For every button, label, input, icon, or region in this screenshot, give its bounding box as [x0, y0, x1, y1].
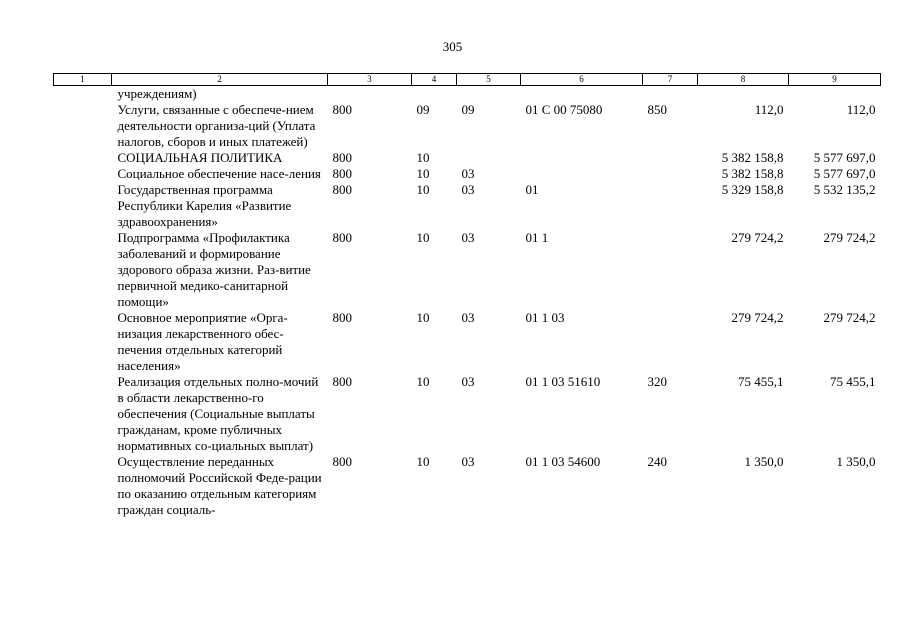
row-name: Основное мероприятие «Орга-низация лекарственного обес-печения отдельных категорий населения»	[117, 310, 288, 373]
column-header: 9	[789, 74, 881, 86]
row-amount-year1: 279 724,2	[731, 310, 784, 325]
budget-table	[53, 73, 881, 518]
column-header: 1	[54, 74, 112, 86]
page-number: 305	[442, 39, 463, 54]
row-target-article	[521, 150, 643, 166]
row-number-cell	[54, 182, 112, 230]
row-amount-year2: 75 455,1	[830, 374, 876, 389]
row-subsection-code: 09	[461, 102, 475, 117]
row-name: Подпрограмма «Профилактика заболеваний и формирование здорового образа жизни. Раз-витие первичной медико-санитарной помощи»	[117, 230, 311, 309]
column-header: 4	[412, 74, 457, 86]
row-amount-year2: 5 577 697,0	[813, 166, 876, 181]
row-amount-year1: 5 382 158,8	[721, 166, 784, 181]
row-target-article: 01 1 03 51610	[525, 374, 601, 389]
row-target-article: 01 1	[525, 230, 549, 245]
row-number-cell	[54, 230, 112, 310]
row-name: Государственная программа Республики Карелия «Развитие здравоохранения»	[117, 182, 292, 229]
row-expense-type	[643, 166, 698, 182]
table-header-row	[54, 74, 881, 86]
row-section-code: 10	[416, 310, 430, 325]
row-expense-type	[643, 182, 698, 230]
row-section-code: 10	[416, 182, 430, 197]
row-section-code: 09	[416, 102, 430, 117]
column-header: 2	[112, 74, 328, 86]
row-amount-year1: 75 455,1	[738, 374, 784, 389]
row-ved-code: 800	[332, 182, 352, 197]
row-target-article	[521, 86, 643, 103]
row-amount-year1: 112,0	[754, 102, 784, 117]
row-amount-year2: 279 724,2	[823, 230, 876, 245]
row-subsection-code: 03	[461, 310, 475, 325]
row-ved-code: 800	[332, 310, 352, 325]
row-number-cell	[54, 454, 112, 518]
column-header: 3	[328, 74, 412, 86]
table-row	[54, 374, 881, 454]
row-subsection-code: 03	[461, 374, 475, 389]
row-name: СОЦИАЛЬНАЯ ПОЛИТИКА	[117, 150, 283, 165]
row-number-cell	[54, 310, 112, 374]
table-row	[54, 102, 881, 150]
row-section-code: 10	[416, 454, 430, 469]
table-row	[54, 182, 881, 230]
row-ved-code: 800	[332, 230, 352, 245]
row-target-article	[521, 166, 643, 182]
row-amount-year2: 1 350,0	[836, 454, 876, 469]
row-name: Социальное обеспечение насе-ления	[117, 166, 321, 181]
row-ved-code: 800	[332, 454, 352, 469]
row-target-article: 01 1 03	[525, 310, 565, 325]
row-amount-year1: 5 382 158,8	[721, 150, 784, 165]
column-header: 7	[643, 74, 698, 86]
table-row	[54, 454, 881, 518]
column-header: 8	[698, 74, 789, 86]
table-row	[54, 230, 881, 310]
row-number-cell	[54, 150, 112, 166]
row-ved-code: 800	[332, 166, 352, 181]
row-amount-year1: 1 350,0	[744, 454, 784, 469]
row-subsection-code: 03	[461, 182, 475, 197]
row-target-article: 01 С 00 75080	[525, 102, 603, 117]
row-section-code: 10	[416, 150, 430, 165]
row-amount-year1	[698, 86, 789, 103]
row-amount-year2: 5 532 135,2	[813, 182, 876, 197]
row-ved-code: 800	[332, 374, 352, 389]
row-expense-type: 240	[647, 454, 667, 469]
row-subsection-code	[457, 86, 521, 103]
column-header: 6	[521, 74, 643, 86]
row-amount-year2	[789, 86, 881, 103]
table-row	[54, 86, 881, 103]
row-name: Услуги, связанные с обеспече-нием деятельности организа-ций (Уплата налогов, сборов и иных платежей)	[117, 102, 316, 149]
row-expense-type: 320	[647, 374, 667, 389]
row-expense-type: 850	[647, 102, 667, 117]
row-ved-code	[328, 86, 412, 103]
row-amount-year1: 5 329 158,8	[721, 182, 784, 197]
row-subsection-code: 03	[461, 166, 475, 181]
row-expense-type	[643, 310, 698, 374]
row-number-cell	[54, 166, 112, 182]
row-target-article: 01 1 03 54600	[525, 454, 601, 469]
table-body	[54, 86, 881, 519]
column-header: 5	[457, 74, 521, 86]
row-section-code: 10	[416, 230, 430, 245]
row-target-article: 01	[525, 182, 539, 197]
row-name: учреждениям)	[117, 86, 197, 101]
row-amount-year2: 279 724,2	[823, 310, 876, 325]
row-section-code: 10	[416, 374, 430, 389]
row-ved-code: 800	[332, 150, 352, 165]
row-section-code: 10	[416, 166, 430, 181]
row-amount-year2: 112,0	[846, 102, 876, 117]
row-amount-year1: 279 724,2	[731, 230, 784, 245]
row-number-cell	[54, 102, 112, 150]
row-number-cell	[54, 86, 112, 103]
row-expense-type	[643, 86, 698, 103]
row-number-cell	[54, 374, 112, 454]
row-expense-type	[643, 230, 698, 310]
table-row	[54, 310, 881, 374]
row-subsection-code: 03	[461, 230, 475, 245]
row-name: Осуществление переданных полномочий Российской Феде-рации по оказанию отдельным категориям граждан социаль-	[117, 454, 322, 517]
row-name: Реализация отдельных полно-мочий в области лекарственно-го обеспечения (Социальные выплаты гражданам, кроме публичных нормативных со-циальных выплат)	[117, 374, 319, 453]
row-expense-type	[643, 150, 698, 166]
table-row	[54, 150, 881, 166]
row-ved-code: 800	[332, 102, 352, 117]
row-section-code	[412, 86, 457, 103]
row-subsection-code	[457, 150, 521, 166]
row-subsection-code: 03	[461, 454, 475, 469]
row-amount-year2: 5 577 697,0	[813, 150, 876, 165]
table-row	[54, 166, 881, 182]
